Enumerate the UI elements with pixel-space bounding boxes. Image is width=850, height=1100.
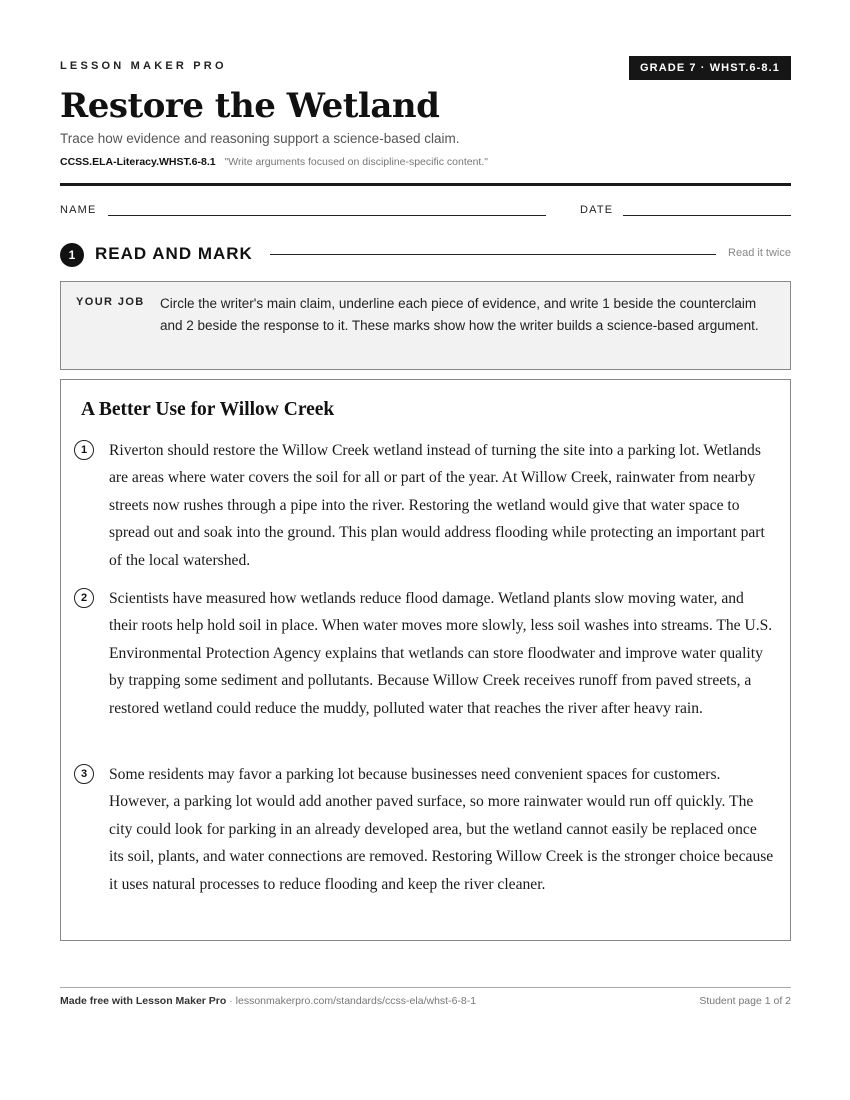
page-footer xyxy=(60,995,791,1007)
name-label: NAME xyxy=(60,204,97,216)
standard-code: CCSS.ELA-Literacy.WHST.6-8.1 xyxy=(60,156,216,168)
name-field[interactable] xyxy=(108,215,546,216)
brand-name: LESSON MAKER PRO xyxy=(60,60,227,72)
page-subtitle: Trace how evidence and reasoning support a science-based claim. xyxy=(60,131,460,146)
reading-passage xyxy=(60,379,791,941)
instructions-text: Circle the writer's main claim, underline each piece of evidence, and write 1 beside the counterclaim and 2 beside the response to it. These marks show how the writer builds a science-based argument. xyxy=(160,296,759,333)
paragraph-number: 2 xyxy=(74,588,94,608)
instructions-label: YOUR JOB xyxy=(76,296,145,308)
instructions-box xyxy=(60,281,791,370)
section-divider xyxy=(270,254,716,255)
footer-page-number: Student page 1 of 2 xyxy=(699,995,791,1007)
header-divider xyxy=(60,183,791,186)
section-title: READ AND MARK xyxy=(95,244,253,263)
paragraph-text: Riverton should restore the Willow Creek wetland instead of turning the site into a parking lot. Wetlands are areas where water covers the soil for all or part of the year. At Willow Creek, rainwater from nearby streets now rushes through a pipe into the river. Restoring the wetland would give that water space to spread out and soak into the ground. This plan would address flooding while protecting an important part of the local watershed. xyxy=(109,442,765,569)
paragraph-number: 3 xyxy=(74,764,94,784)
footer-credit: Made free with Lesson Maker Pro xyxy=(60,995,227,1007)
paragraph-text: Some residents may favor a parking lot because businesses need convenient spaces for customers. However, a parking lot would add another paved surface, so more rainwater would run off quickly. The city could look for parking in an already developed area, but the wetland cannot easily be replaced once its soil, plants, and water connections are removed. Restoring Willow Creek is the stronger choice because it uses natural processes to reduce flooding and keep the river cleaner. xyxy=(109,766,774,893)
grade-badge: GRADE 7 · WHST.6-8.1 xyxy=(629,56,791,80)
top-bar xyxy=(60,56,791,80)
footer-divider xyxy=(60,987,791,988)
passage-title: A Better Use for Willow Creek xyxy=(81,399,335,420)
standard-quote: "Write arguments focused on discipline-specific content." xyxy=(224,156,488,168)
footer-url[interactable]: lessonmakerpro.com/standards/ccss-ela/whst-6-8-1 xyxy=(235,995,477,1007)
date-label: DATE xyxy=(580,204,614,216)
paragraph-number: 1 xyxy=(74,440,94,460)
date-field[interactable] xyxy=(623,215,791,216)
footer-separator: · xyxy=(226,995,236,1007)
standard-line xyxy=(60,156,488,168)
page-title: Restore the Wetland xyxy=(60,86,440,126)
section-number: 1 xyxy=(60,243,84,267)
paragraph-text: Scientists have measured how wetlands reduce flood damage. Wetland plants slow moving water, and their roots help hold soil in place. When water moves more slowly, less soil washes into streams. The U.S. Environmental Protection Agency explains that wetlands can store floodwater and improve water quality by trapping some sediment and pollutants. Because Willow Creek receives runoff from paved streets, a restored wetland could reduce the muddy, polluted water that reaches the river after heavy rain. xyxy=(109,590,773,717)
name-date-row xyxy=(60,204,791,220)
section-header xyxy=(60,243,791,265)
section-note: Read it twice xyxy=(728,247,791,259)
